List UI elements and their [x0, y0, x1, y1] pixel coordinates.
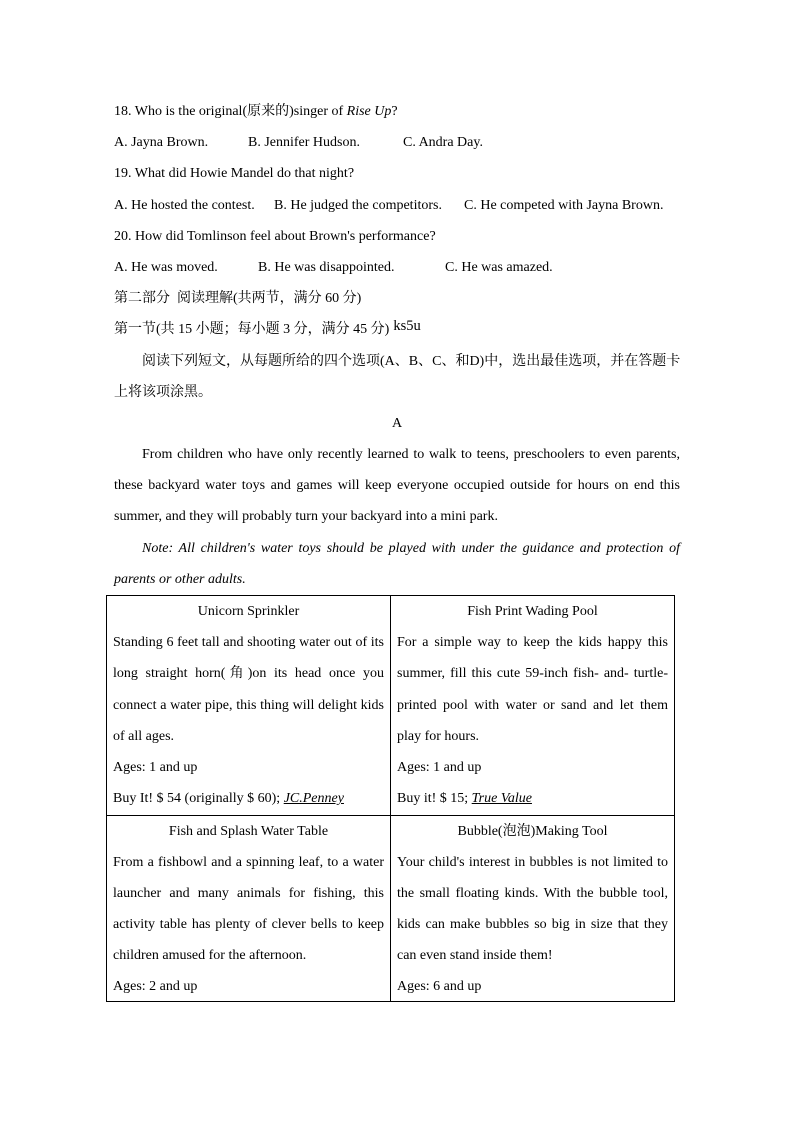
- question-19-option-c: C. He competed with Jayna Brown.: [464, 197, 664, 213]
- product-table: [106, 595, 675, 1002]
- question-19: 19. What did Howie Mandel do that night?: [114, 166, 355, 182]
- question-18-option-c: C. Andra Day.: [403, 135, 483, 151]
- product-price-line: [397, 783, 668, 814]
- product-description-line: long straight horn(角)on its head once you: [113, 666, 384, 682]
- product-description-line: the small floating kinds. With the bubble tool,: [397, 886, 668, 901]
- part-heading: 第二部分 阅读理解(共两节，满分 60 分): [114, 291, 362, 307]
- product-price: Buy It! $ 54 (originally $ 60);: [113, 791, 284, 807]
- product-description-line: activity table has plenty of clever bells to keep: [113, 917, 384, 932]
- question-20-options: [114, 252, 680, 283]
- question-18-option-a: A. Jayna Brown.: [114, 135, 209, 151]
- question-18: [114, 96, 680, 127]
- question-20-option-a: A. He was moved.: [114, 259, 218, 275]
- product-cell-bubble-making-tool: [390, 816, 674, 1001]
- question-18-option-b: B. Jennifer Hudson.: [248, 135, 360, 151]
- product-description-line: can even stand inside them!: [397, 948, 553, 963]
- question-18-stem: 18. Who is the original(原来的)singer of: [114, 104, 347, 119]
- product-ages: Ages: 1 and up: [397, 760, 482, 776]
- product-cell-unicorn-sprinkler: [107, 596, 390, 815]
- exam-text-flow: [114, 96, 680, 595]
- product-description-line: From a fishbowl and a spinning leaf, to a water: [113, 855, 384, 870]
- intro-line-3: summer, and they will probably turn your backyard into a mini park.: [114, 509, 498, 525]
- product-description-line: of all ages.: [113, 728, 175, 744]
- product-description-line: Standing 6 feet tall and shooting water out of its: [113, 635, 384, 651]
- product-description-line: kids can make bubbles so big in size that they: [397, 917, 668, 932]
- question-19-option-a: A. He hosted the contest.: [114, 197, 255, 213]
- product-ages: Ages: 6 and up: [397, 979, 482, 994]
- product-description-line: For a simple way to keep the kids happy this: [397, 635, 668, 651]
- watermark-text: ks5u: [393, 318, 421, 335]
- product-description-line: printed pool with water or sand and let them: [397, 697, 668, 713]
- product-name: Fish Print Wading Pool: [467, 604, 598, 619]
- product-name: Unicorn Sprinkler: [197, 604, 300, 619]
- passage-label: A: [391, 415, 403, 431]
- question-18-options: [114, 127, 680, 158]
- product-description-line: connect a water pipe, this thing will delight kids: [113, 697, 384, 713]
- product-name: Fish and Splash Water Table: [168, 824, 329, 839]
- question-18-end: ?: [391, 104, 398, 119]
- table-row: [107, 815, 674, 1001]
- product-ages: Ages: 2 and up: [113, 979, 198, 994]
- intro-line-2: these backyard water toys and games will keep everyone occupied outside for hours on end this: [114, 478, 680, 494]
- question-19-options: [114, 190, 680, 221]
- product-store: JC.Penney: [283, 791, 344, 807]
- product-store: True Value: [471, 791, 532, 807]
- question-20: 20. How did Tomlinson feel about Brown's performance?: [114, 228, 436, 244]
- product-description-line: summer, fill this cute 59-inch fish- and- turtle-: [397, 666, 668, 682]
- question-20-option-c: C. He was amazed.: [445, 259, 553, 275]
- song-title: Rise Up: [346, 104, 392, 119]
- note-line-1: Note: All children's water toys should be played with under the guidance and protection of: [142, 540, 680, 556]
- product-description-line: children amused for the afternoon.: [113, 948, 307, 963]
- table-row: [107, 596, 674, 815]
- product-ages: Ages: 1 and up: [113, 760, 198, 776]
- question-19-option-b: B. He judged the competitors.: [274, 197, 442, 213]
- product-description-line: play for hours.: [397, 728, 480, 744]
- subsection-heading-line: [114, 314, 680, 345]
- product-cell-fish-and-splash-water-table: [107, 816, 390, 1001]
- subsection-heading: 第一节(共 15 小题；每小题 3 分，满分 45 分): [114, 322, 390, 338]
- product-price-line: [113, 783, 384, 814]
- product-description-line: launcher and many animals for fishing, this: [113, 886, 384, 901]
- instructions-line-1: 阅读下列短文，从每题所给的四个选项(A、B、C、和D)中，选出最佳选项，并在答题卡: [142, 353, 681, 369]
- product-description-line: Your child's interest in bubbles is not limited to: [397, 855, 668, 870]
- note-line-2: parents or other adults.: [114, 571, 246, 587]
- intro-line-1: From children who have only recently learned to walk to teens, preschoolers to even parents,: [142, 447, 680, 463]
- instructions-line-2: 上将该项涂黑。: [114, 384, 212, 400]
- question-20-option-b: B. He was disappointed.: [258, 259, 395, 275]
- product-name: Bubble(泡泡)Making Tool: [457, 824, 608, 839]
- product-cell-fish-print-wading-pool: [390, 596, 674, 815]
- product-price: Buy it! $ 15;: [397, 791, 472, 807]
